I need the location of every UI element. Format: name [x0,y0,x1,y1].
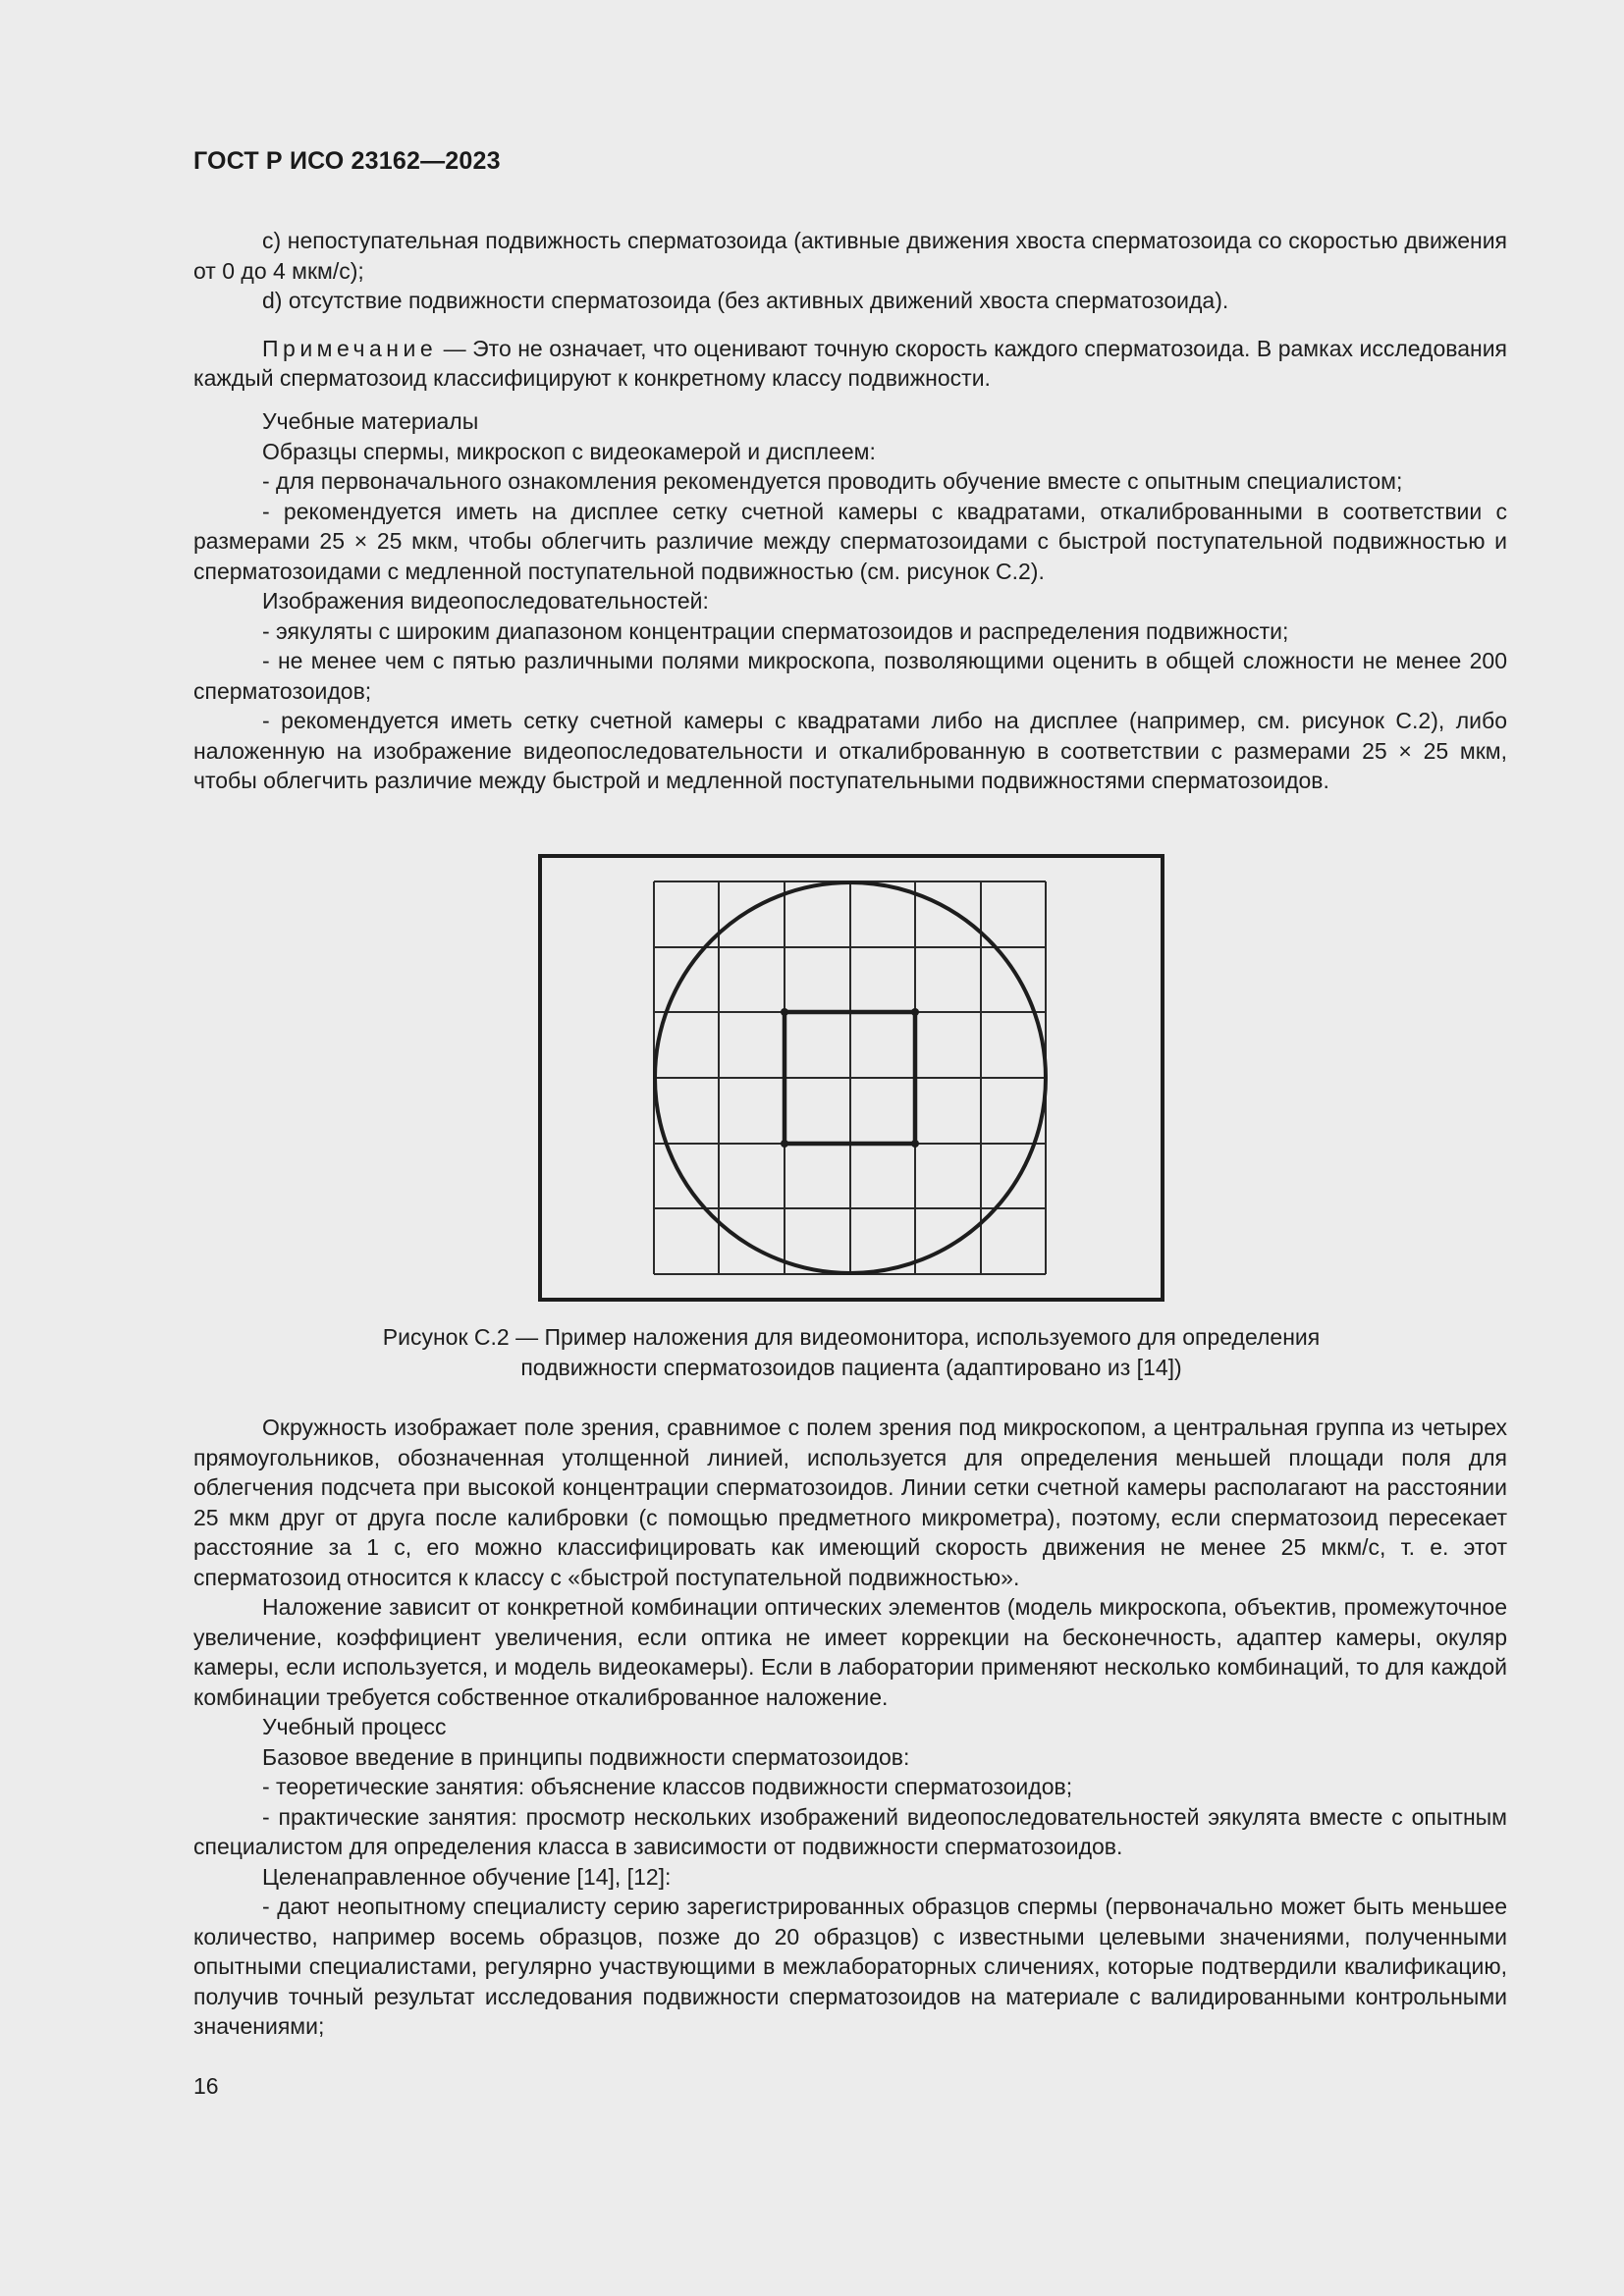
caption-line-1: Рисунок С.2 — Пример наложения для видеомонитора, используемого для определения [382,1324,1321,1350]
list-item-grid-overlay: - рекомендуется иметь сетку счетной камеры с квадратами либо на дисплее (например, см. рисунок С.2), либо наложенную на изображение видеопоследовательности и откалиброванную в соответствии с размерами 25 × 25 мкм, чтобы облегчить различие между быстрой и медленной поступательными подвижностями сперматозоидов. [193,708,1507,793]
text-block-classes [193,226,1507,394]
paragraph-process-heading: Учебный процесс [262,1714,447,1739]
list-item-samples: - дают неопытному специалисту серию зарегистрированных образцов спермы (первоначально может быть меньшее количество, например восемь образцов, позже до 20 образцов) с известными целевыми значениями, полученными опытными специалистами, регулярно участвующими в межлабораторных сличениях, которые подтвердили квалификацию, получив точный результат исследования подвижности сперматозоидов на материале с валидированными контрольными значениями; [193,1894,1507,2039]
list-item-practice: - практические занятия: просмотр нескольких изображений видеопоследовательностей эякулята вместе с опытным специалистом для определения класса в зависимости от подвижности сперматозоидов. [193,1803,1507,1859]
note-text: — Это не означает, что оценивают точную скорость каждого сперматозоида. В рамках исследования каждый сперматозоид классифицируют к конкретному классу подвижности. [193,335,1507,391]
note-paragraph [193,334,1507,394]
list-item-first-familiarization: - для первоначального ознакомления рекомендуется проводить обучение вместе с опытным специалистом; [262,468,1403,494]
paragraph-materials-heading: Учебные материалы [262,408,479,434]
page-number: 16 [193,2073,219,2099]
overlay-diagram [538,854,1166,1306]
paragraph-circle-explanation: Окружность изображает поле зрения, сравнимое с полем зрения под микроскопом, а центральная группа из четырех прямоугольников, обозначенная утолщенной линией, используется для определения меньшей площади поля для облегчения подсчета при высокой концентрации сперматозоидов. Линии сетки счетной камеры располагают на расстоянии 25 мкм друг от друга после калибровки (с помощью предметного микрометра), поэтому, если сперматозоид пересекает расстояние за 1 с, его можно классифицировать как имеющий скорость движения не менее 25 мкм/с, т. е. этот сперматозоид относится к классу с «быстрой поступательной подвижностью». [193,1415,1507,1590]
list-item-ejaculates: - эякуляты с широким диапазоном концентрации сперматозоидов и распределения подвижности; [262,617,1289,644]
paragraph-item-d: d) отсутствие подвижности сперматозоида (без активных движений хвоста сперматозоида). [262,288,1229,313]
paragraph-targeted-training: Целенаправленное обучение [14], [12]: [262,1863,672,1890]
document-header: ГОСТ Р ИСО 23162—2023 [193,147,501,175]
text-block-materials [193,406,1507,796]
paragraph-video-heading: Изображения видеопоследовательностей: [262,588,709,614]
paragraph-item-c: c) непоступательная подвижность сперматозоида (активные движения хвоста сперматозоида со скоростью движения от 0 до 4 мкм/с); [193,228,1507,284]
paragraph-overlay-dependence: Наложение зависит от конкретной комбинации оптических элементов (модель микроскопа, объектив, промежуточное увеличение, коэффициент увеличения, если оптика не имеет коррекции на бесконечность, адаптер камеры, окуляр камеры, если используется, и модель видеокамеры). Если в лаборатории применяют несколько комбинаций, то для каждой комбинации требуется собственное откалиброванное наложение. [193,1594,1507,1710]
note-label: Примечание [262,335,438,361]
figure-c2-overlay [538,854,1166,1310]
paragraph-materials-intro: Образцы спермы, микроскоп с видеокамерой и дисплеем: [262,438,876,464]
figure-caption [292,1322,1411,1383]
list-item-theory: - теоретические занятия: объяснение классов подвижности сперматозоидов; [262,1774,1073,1799]
paragraph-basic-intro: Базовое введение в принципы подвижности сперматозоидов: [262,1743,910,1770]
caption-line-2: подвижности сперматозоидов пациента (адаптировано из [14]) [520,1355,1182,1380]
list-item-grid-display: - рекомендуется иметь на дисплее сетку счетной камеры с квадратами, откалиброванными в соответствии с размерами 25 × 25 мкм, чтобы облегчить различие между сперматозоидами с быстрой поступательной подвижностью и сперматозоидами с медленной поступательной подвижностью (см. рисунок С.2). [193,498,1507,584]
text-block-process [193,1413,1507,2042]
list-item-fields: - не менее чем с пятью различными полями микроскопа, позволяющими оценить в общей сложности не менее 200 сперматозоидов; [193,648,1507,704]
